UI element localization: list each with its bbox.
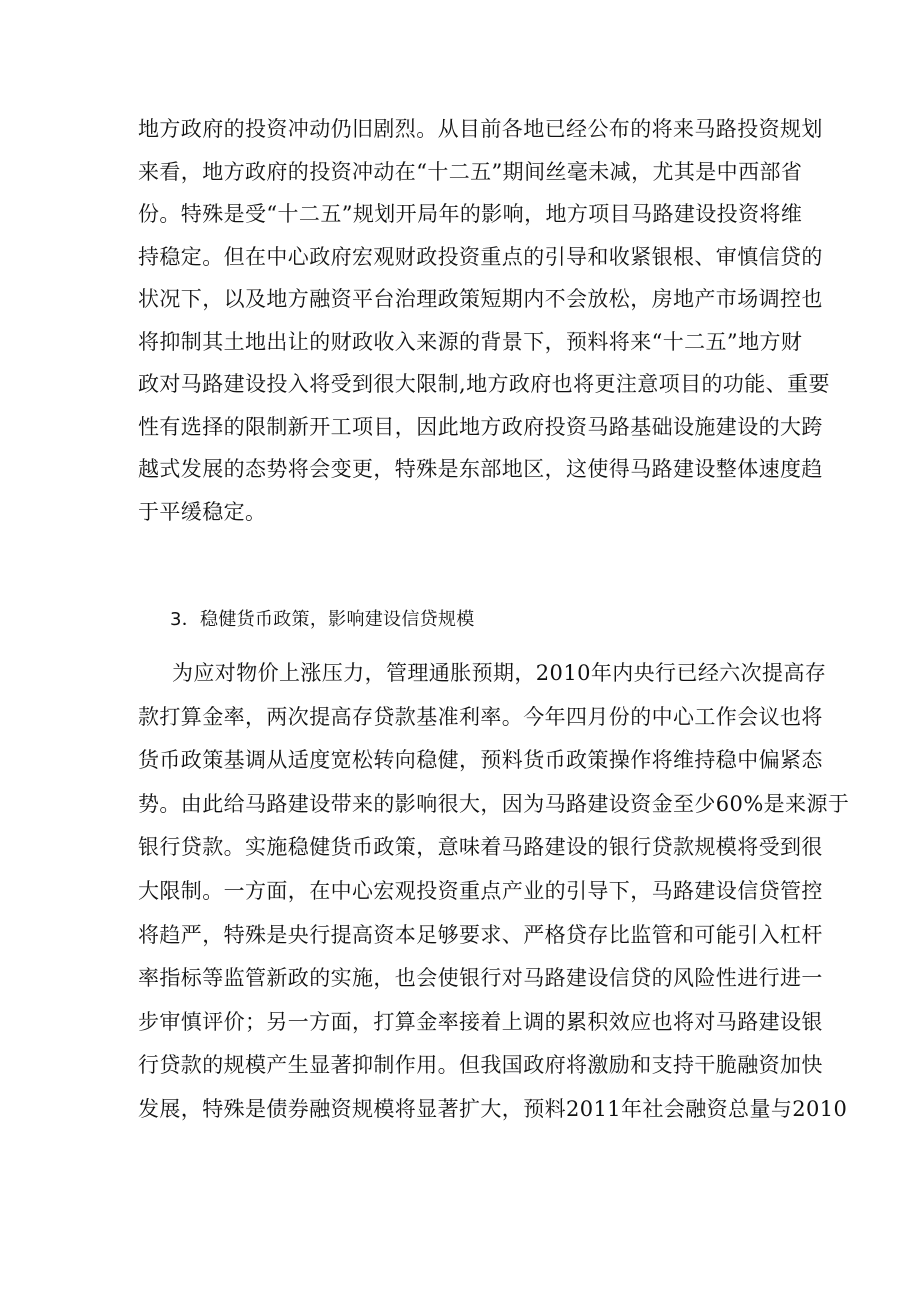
text-line: 地方政府的投资冲动仍旧剧烈。从目前各地已经公布的将来马路投资规划 <box>138 117 823 141</box>
text-line: 将抑制其土地出让的财政收入来源的背景下，预料将来“十二五”地方财 <box>138 329 803 354</box>
paragraph-1 <box>138 108 830 533</box>
text-line: 步审慎评价；另一方面，打算金率接着上调的累积效应也将对马路建设银 <box>138 1009 823 1034</box>
text-line: 持稳定。但在中心政府宏观财政投资重点的引导和收紧银根、审慎信贷的 <box>138 244 823 269</box>
text-line: 发展，特殊是债券融资规模将显著扩大，预料2011年社会融资总量与2010 <box>138 1096 848 1121</box>
text-line: 行贷款的规模产生显著抑制作用。但我国政府将激励和支持干脆融资加快 <box>138 1053 823 1078</box>
text-line: 银行贷款。实施稳健货币政策，意味着马路建设的银行贷款规模将受到很 <box>138 835 823 860</box>
paragraph-2 <box>138 652 850 1132</box>
text-line: 份。特殊是受“十二五”规划开局年的影响，地方项目马路建设投资将维 <box>138 202 803 226</box>
text-line: 率指标等监管新政的实施，也会使银行对马路建设信贷的风险性进行进一 <box>138 966 823 991</box>
text-line: 为应对物价上涨压力，管理通胀预期，2010年内央行已经六次提高存 <box>172 661 827 685</box>
text-line: 大限制。一方面，在中心宏观投资重点产业的引导下，马路建设信贷管控 <box>138 878 823 903</box>
text-line: 性有选择的限制新开工项目，因此地方政府投资马路基础设施建设的大跨 <box>138 414 823 439</box>
text-line: 货币政策基调从适度宽松转向稳健，预料货币政策操作将维持稳中偏紧态 <box>138 748 823 773</box>
text-line: 越式发展的态势将会变更，特殊是东部地区，这使得马路建设整体速度趋 <box>138 457 823 481</box>
text-line: 政对马路建设投入将受到很大限制,地方政府也将更注意项目的功能、重要 <box>138 372 830 396</box>
text-line: 状况下，以及地方融资平台治理政策短期内不会放松，房地产市场调控也 <box>138 287 823 311</box>
section-heading: 3．稳健货币政策，影响建设信贷规模 <box>170 609 475 630</box>
text-line: 势。由此给马路建设带来的影响很大，因为马路建设资金至少60%是来源于 <box>138 791 850 816</box>
text-line: 来看，地方政府的投资冲动在“十二五”期间丝毫未减，尤其是中西部省 <box>138 159 803 184</box>
text-line: 款打算金率，两次提高存贷款基准利率。今年四月份的中心工作会议也将 <box>138 704 823 729</box>
text-line: 将趋严，特殊是央行提高资本足够要求、严格贷存比监管和可能引入杠杆 <box>138 922 823 947</box>
text-line: 于平缓稳定。 <box>138 499 267 524</box>
